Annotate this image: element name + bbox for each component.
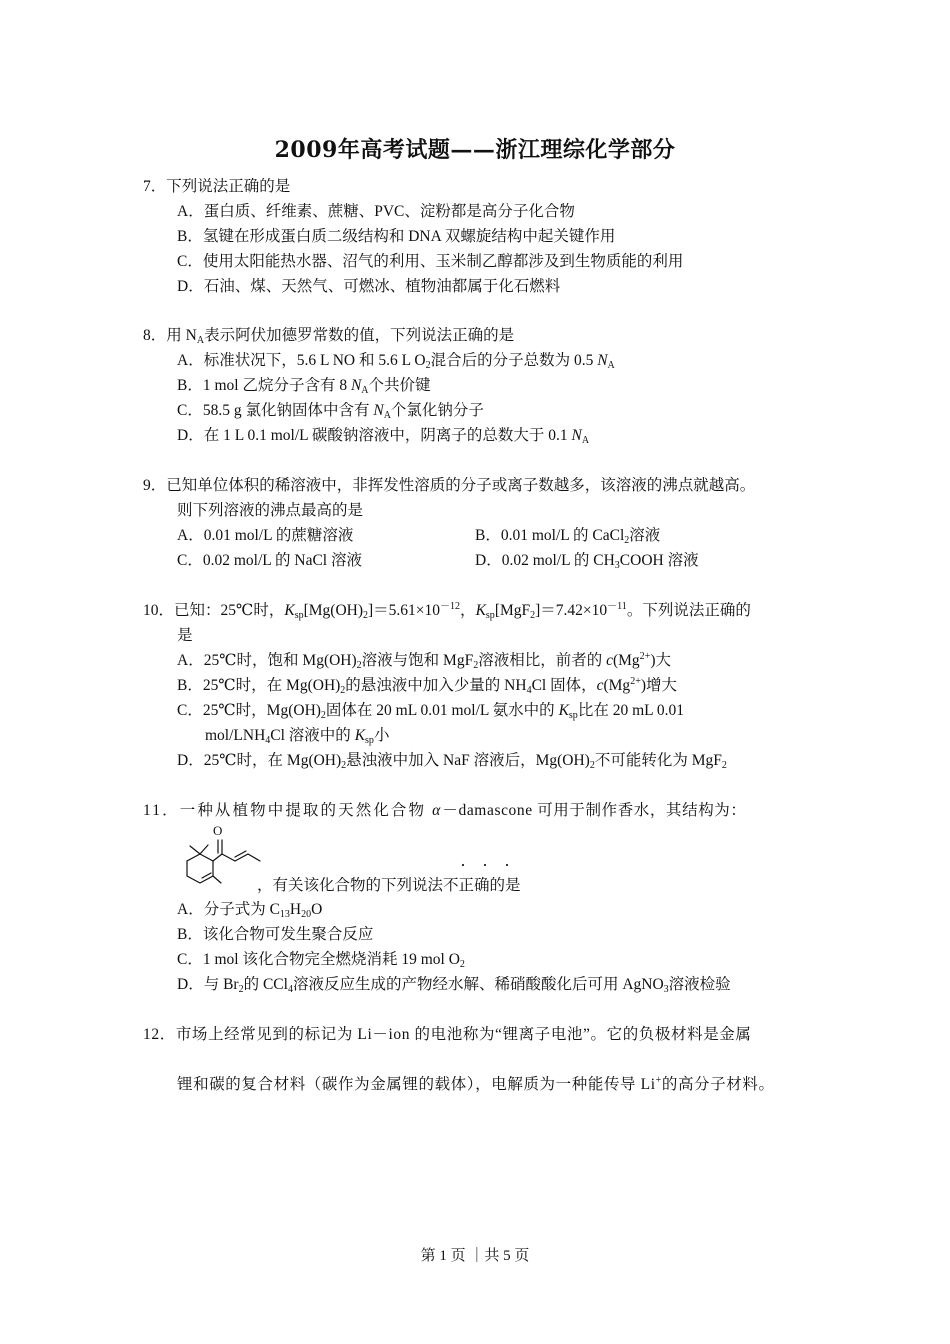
option-text: B．1 mol 乙烷分子含有 8	[177, 377, 351, 394]
stem-text: ]＝5.61×10	[368, 602, 441, 619]
subscript: 4	[287, 984, 293, 995]
subscript: 2	[721, 760, 727, 771]
methyl-bond	[200, 845, 208, 854]
italic-symbol: N	[373, 402, 384, 419]
question-number: 10．	[143, 602, 175, 619]
q10-option-c-continuation	[205, 726, 389, 746]
option-text: 个氯化钠分子	[390, 402, 484, 419]
option-text: 溶液	[629, 527, 661, 544]
option-text: 悬浊液中加入 NaF 溶液后，Mg(OH)	[346, 752, 590, 769]
oxygen-label: O	[213, 823, 223, 838]
q7-option-c: C．使用太阳能热水器、沼气的利用、玉米制乙醇都涉及到生物质能的利用	[177, 253, 684, 270]
option-text: C．1 mol 该化合物完全燃烧消耗 19 mol O	[177, 951, 460, 968]
option-text: (Mg	[612, 652, 640, 669]
question-11	[143, 801, 747, 821]
q7-option-d: D．石油、煤、天然气、可燃冰、植物油都属于化石燃料	[177, 278, 561, 295]
subscript: 2	[238, 984, 244, 995]
chain-bond	[213, 854, 222, 861]
q10-option-b	[177, 676, 677, 696]
q9-stem-continuation: 则下列溶液的沸点最高的是	[177, 502, 364, 519]
stem-text: [MgF	[494, 602, 531, 619]
superscript: +	[655, 1075, 662, 1086]
q7-option-a: A．蛋白质、纤维素、蔗糖、PVC、淀粉都是高分子化合物	[177, 203, 575, 220]
q12-stem-continuation	[177, 1075, 775, 1095]
option-text: 混合后的分子总数为 0.5	[430, 352, 598, 369]
subscript: 2	[589, 760, 595, 771]
subscript: A	[196, 335, 205, 346]
chain-bond	[248, 854, 260, 861]
chain-bond	[235, 854, 248, 861]
italic-symbol: K	[284, 602, 295, 619]
subscript: 2	[340, 685, 346, 696]
option-text: 小	[373, 727, 390, 744]
stem-text: －damascone 可用于制作香水，其结构为：	[442, 802, 747, 819]
option-text: 个共价键	[368, 377, 431, 394]
option-text: D．与 Br	[177, 976, 239, 993]
subscript: 2	[624, 535, 630, 546]
italic-symbol: c	[606, 652, 613, 669]
subscript: 13	[279, 909, 290, 920]
subscript: sp	[294, 610, 304, 621]
question-number: 7．	[143, 178, 167, 195]
option-text: 溶液反应生成的产物经水解、稀硝酸酸化后可用 AgNO	[292, 976, 664, 993]
q8-option-c	[177, 401, 484, 421]
option-text: COOH 溶液	[619, 552, 699, 569]
subscript: A	[361, 385, 369, 396]
q9-option-d	[475, 551, 699, 571]
option-text: 溶液相比，前者的	[478, 652, 607, 669]
subscript: 3	[614, 560, 620, 571]
superscript: －12	[440, 601, 461, 612]
question-9	[143, 476, 755, 496]
methyl-bond	[213, 876, 221, 883]
q10-stem-continuation: 是	[177, 627, 193, 644]
question-number: 9．	[143, 477, 167, 494]
q11-option-d	[177, 975, 731, 995]
superscript: 2+	[639, 651, 651, 662]
stem-text: 。下列说法正确的	[626, 602, 751, 619]
question-number: 12．	[143, 1026, 176, 1043]
italic-symbol: α	[432, 802, 443, 819]
q11-option-a	[177, 900, 322, 920]
italic-symbol: N	[597, 352, 608, 369]
subscript: 3	[663, 984, 669, 995]
italic-symbol: K	[354, 727, 366, 744]
q10-option-d	[177, 751, 727, 771]
stem-text: 用 N	[166, 327, 197, 344]
stem-text: 锂和碳的复合材料（碳作为金属锂的载体），电解质为一种能传导 Li	[177, 1076, 656, 1093]
subscript: sp	[365, 735, 374, 746]
subscript: 2	[425, 360, 431, 371]
subscript: 2	[473, 660, 479, 671]
q10-option-c	[177, 701, 684, 721]
option-text: )大	[650, 652, 671, 669]
subscript: A	[383, 410, 391, 421]
ring-bond	[187, 854, 213, 883]
question-8	[143, 326, 514, 346]
option-text: A．标准状况下，5.6 L NO 和 5.6 L O	[177, 352, 426, 369]
option-text: )增大	[640, 677, 677, 694]
option-text: B．0.01 mol/L 的 CaCl	[475, 527, 625, 544]
option-text: 的悬浊液中加入少量的 NH	[345, 677, 527, 694]
stem-text: 的高分子材料。	[661, 1076, 775, 1093]
option-text: D．在 1 L 0.1 mol/L 碳酸钠溶液中，阴离子的总数大于 0.1	[177, 427, 572, 444]
stem-text: 已知：25℃时，	[174, 602, 285, 619]
option-text: 的 CCl	[243, 976, 288, 993]
subscript: 2	[530, 610, 536, 621]
option-text: D．25℃时，在 Mg(OH)	[177, 752, 342, 769]
subscript: 4	[526, 685, 532, 696]
question-number: 11．	[143, 802, 180, 819]
q9-option-b	[475, 526, 660, 546]
italic-symbol: K	[558, 702, 569, 719]
chain-bond	[222, 854, 235, 861]
subscript: A	[581, 435, 590, 446]
option-text: (Mg	[603, 677, 631, 694]
option-text: 溶液检验	[668, 976, 731, 993]
q8-option-b	[177, 376, 431, 396]
subscript: 2	[356, 660, 362, 671]
q11-option-c	[177, 950, 465, 970]
q7-option-b: B．氢键在形成蛋白质二级结构和 DNA 双螺旋结构中起关键作用	[177, 228, 616, 245]
stem-text: 表示阿伏加德罗常数的值，下列说法正确的是	[204, 327, 515, 344]
q10-option-a	[177, 651, 671, 671]
subscript: 4	[265, 735, 271, 746]
subscript: 20	[301, 909, 312, 920]
question-10	[143, 601, 751, 621]
q11-stem-continuation: ，有关该化合物的下列说法不正确的是	[257, 877, 521, 894]
question-stem: 下列说法正确的是	[166, 178, 291, 195]
italic-symbol: c	[596, 677, 604, 694]
option-text: Cl 溶液中的	[270, 727, 355, 744]
option-text: A．25℃时，饱和 Mg(OH)	[177, 652, 357, 669]
emphasis-dots: ···	[460, 855, 526, 875]
damascone-structure-diagram	[172, 820, 262, 888]
question-number: 8．	[143, 327, 167, 344]
subscript: 2	[363, 610, 369, 621]
superscript: 2+	[630, 676, 641, 687]
subscript: 2	[341, 760, 347, 771]
option-text: H	[289, 901, 302, 918]
option-text: O	[311, 901, 323, 918]
italic-symbol: N	[571, 427, 582, 444]
methyl-bond	[190, 846, 200, 854]
option-text: 比在 20 mL 0.01	[577, 702, 685, 719]
q11-option-b: B．该化合物可发生聚合反应	[177, 926, 374, 943]
subscript: A	[607, 360, 615, 371]
option-text: C．25℃时，Mg(OH)	[177, 702, 321, 719]
italic-symbol: N	[350, 377, 362, 394]
q8-option-d	[177, 426, 589, 446]
option-text: 固体在 20 mL 0.01 mol/L 氨水中的	[325, 702, 559, 719]
q9-option-a: A．0.01 mol/L 的蔗糖溶液	[177, 527, 354, 544]
stem-text: ]＝7.42×10	[535, 602, 608, 619]
stem-text: ，	[460, 602, 476, 619]
question-stem: 已知单位体积的稀溶液中，非挥发性溶质的分子或离子数越多，该溶液的沸点就越高。	[166, 477, 756, 494]
subscript: sp	[485, 610, 495, 621]
option-text: D．0.02 mol/L 的 CH	[475, 552, 615, 569]
italic-symbol: K	[475, 602, 486, 619]
question-7	[143, 177, 290, 197]
subscript: sp	[568, 710, 578, 721]
q9-option-c: C．0.02 mol/L 的 NaCl 溶液	[177, 552, 362, 569]
page-title: 2009年高考试题——浙江理综化学部分	[274, 137, 676, 163]
stem-text: [Mg(OH)	[303, 602, 364, 619]
option-text: 溶液与饱和 MgF	[361, 652, 474, 669]
option-text: mol/LNH	[205, 727, 266, 744]
option-text: Cl 固体，	[531, 677, 597, 694]
option-text: 不可能转化为 MgF	[594, 752, 722, 769]
question-12	[143, 1025, 752, 1045]
option-text: B．25℃时，在 Mg(OH)	[177, 677, 341, 694]
page-footer: 第 1 页 ｜共 5 页	[420, 1248, 530, 1264]
stem-text: 一种从植物中提取的天然化合物	[179, 802, 433, 819]
option-text: C．58.5 g 氯化钠固体中含有	[177, 402, 374, 419]
subscript: 2	[459, 959, 465, 970]
option-text: A．分子式为 C	[177, 901, 280, 918]
subscript: 2	[320, 710, 326, 721]
question-stem: 市场上经常见到的标记为 Li－ion 的电池称为“锂离子电池”。它的负极材料是金属	[175, 1026, 752, 1043]
q8-option-a	[177, 351, 615, 371]
superscript: －11	[607, 601, 627, 612]
